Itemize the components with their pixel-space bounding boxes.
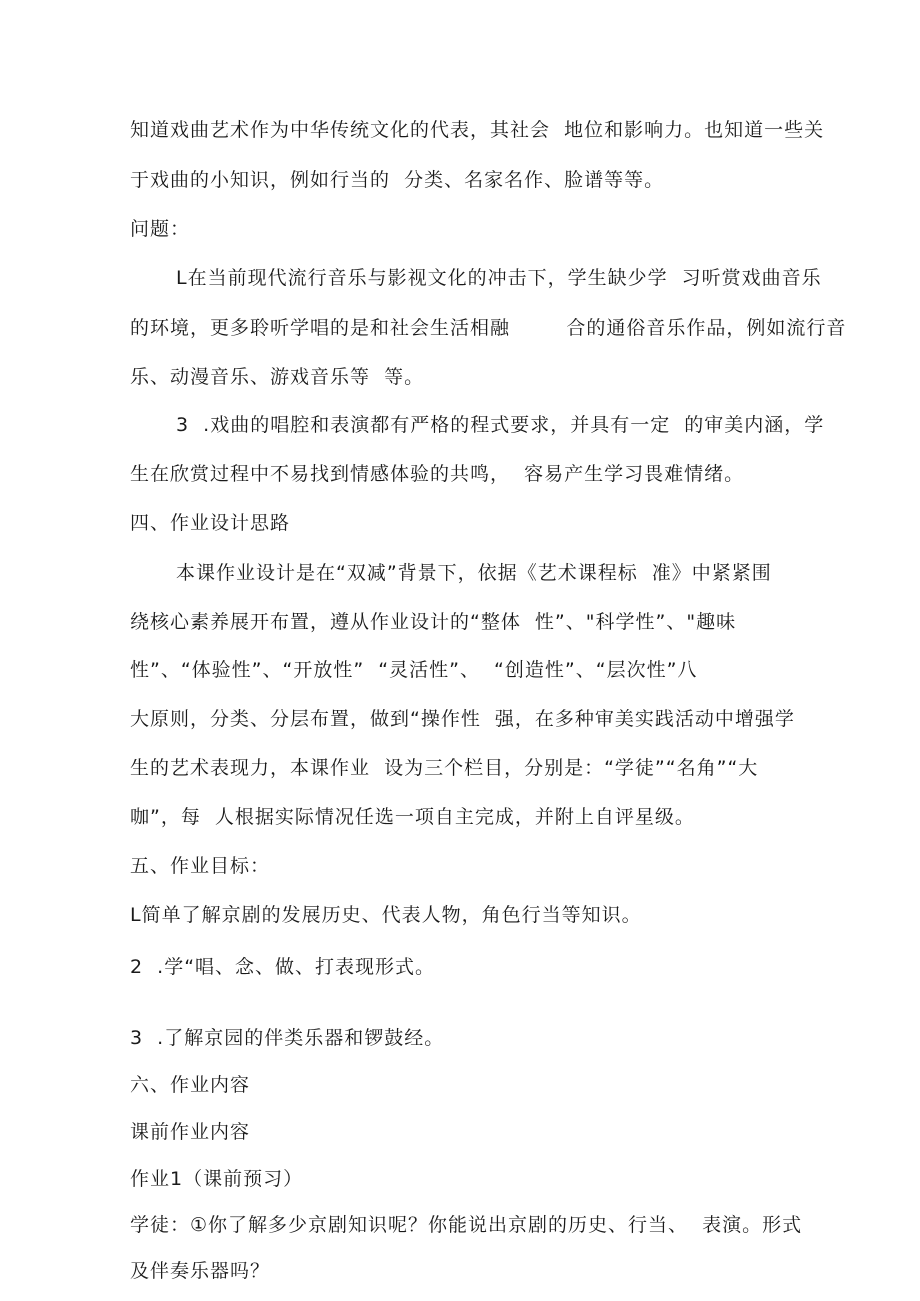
paragraph-line: 本课作业设计是在“双减”背景下，依据《艺术课程标 准》中紧紧围 [176, 562, 772, 584]
section-heading: 六、作业内容 [130, 1074, 251, 1096]
paragraph-line: 及伴奏乐器吗？ [130, 1260, 271, 1282]
paragraph-line: 乐、动漫音乐、游戏音乐等 等。 [130, 366, 425, 388]
paragraph-line: 知道戏曲艺术作为中华传统文化的代表，其社会 地位和影响力。也知道一些关 [130, 119, 825, 141]
section-label: 问题： [130, 218, 191, 240]
paragraph-line: 生的艺术表现力，本课作业 设为三个栏目，分别是：“学徒”“名角”“大 [130, 757, 759, 779]
list-item: L简单了解京剧的发展历史、代表人物，角色行当等知识。 [130, 904, 642, 926]
section-heading: 五、作业目标： [130, 855, 271, 877]
paragraph-line: 3 .戏曲的唱腔和表演都有严格的程式要求，并具有一定 的审美内涵，学 [176, 414, 825, 436]
paragraph-line: L在当前现代流行音乐与影视文化的冲击下，学生缺少学 习听赏戏曲音乐 [176, 267, 822, 289]
paragraph-line: 生在欣赏过程中不易找到情感体验的共鸣， 容易产生学习畏难情绪。 [130, 463, 745, 485]
section-heading: 四、作业设计思路 [130, 512, 291, 534]
paragraph-line: 于戏曲的小知识，例如行当的 分类、名家名作、脸谱等等。 [130, 169, 665, 191]
list-item: 3 .了解京园的伴类乐器和锣鼓经。 [130, 1027, 445, 1049]
paragraph-line: 咖”，每 人根据实际情况任选一项自主完成，并附上自评星级。 [130, 806, 695, 828]
subsection-heading: 课前作业内容 [130, 1121, 251, 1143]
paragraph-line: 学徒：①你了解多少京剧知识呢？你能说出京剧的历史、行当、 表演。形式 [130, 1214, 803, 1236]
list-item: 2 .学“唱、念、做、打表现形式。 [130, 956, 436, 978]
paragraph-line: 绕核心素养展开布置，遵从作业设计的“整体 性”、"科学性”、"趣味 [130, 611, 737, 633]
paragraph-line: 性”、“体验性”、“开放性” “灵活性”、 “创造性”、“层次性”八 [130, 659, 698, 681]
subsection-heading: 作业1（课前预习） [130, 1168, 304, 1190]
paragraph-line: 大原则，分类、分层布置，做到“操作性 强，在多种审美实践活动中增强学 [130, 708, 795, 730]
paragraph-line: 的环境，更多聆听学唱的是和社会生活相融 合的通俗音乐作品，例如流行音 [130, 317, 847, 339]
